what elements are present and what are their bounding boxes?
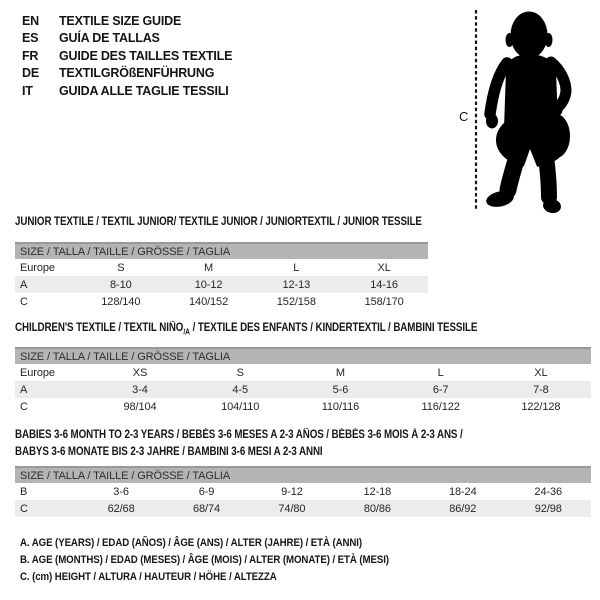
size-cell: 122/128: [521, 400, 561, 413]
table-row-height: [15, 500, 591, 517]
size-cell: 110/116: [321, 400, 360, 413]
table-row-europe: [15, 364, 591, 381]
babies-textile-section: [15, 427, 591, 517]
size-cell: 5-6: [290, 381, 390, 398]
title-subscript: /A: [183, 327, 190, 337]
lang-code: IT: [22, 83, 33, 98]
table-row-age: [15, 276, 428, 293]
childrens-textile-section: [15, 322, 591, 415]
size-cell: 80/86: [335, 500, 420, 517]
section-title: [15, 427, 505, 461]
lang-text: TEXTILGRÖßENFÜHRUNG: [59, 66, 215, 81]
size-header-row: [15, 243, 428, 259]
height-label: C: [459, 109, 469, 124]
size-cell: 74/80: [249, 500, 334, 517]
lang-row-en: [22, 13, 232, 30]
lang-row-de: [22, 65, 232, 82]
baby-silhouette-icon: [485, 12, 570, 215]
junior-size-table: [15, 242, 428, 310]
childrens-size-table: [15, 347, 591, 415]
size-cell: XS: [132, 366, 148, 379]
language-title-block: [22, 13, 232, 100]
size-cell: 3-6: [113, 485, 129, 498]
size-cell: XL: [377, 261, 391, 274]
size-cell: 6-7: [391, 381, 491, 398]
junior-textile-section: [15, 216, 428, 310]
table-row-height: [15, 398, 591, 415]
table-row-age-months: [15, 483, 591, 500]
size-cell: 158/170: [364, 295, 404, 308]
lang-code: ES: [22, 31, 39, 46]
size-cell: 4-5: [190, 381, 290, 398]
size-cell: 86/92: [420, 500, 505, 517]
legend-footnotes: [20, 535, 439, 586]
size-cell: 18-24: [448, 485, 477, 498]
size-cell: L: [293, 261, 300, 274]
size-cell: 68/74: [164, 500, 249, 517]
row-label: B: [20, 485, 28, 498]
row-label: A: [15, 276, 77, 293]
size-cell: 104/110: [221, 400, 260, 413]
babies-size-table: [15, 466, 591, 517]
lang-text: GUÍA DE TALLAS: [59, 31, 160, 46]
section-title: [15, 322, 505, 338]
table-row-europe: [15, 259, 428, 276]
lang-text: TEXTILE SIZE GUIDE: [59, 14, 182, 28]
size-header-bar: SIZE / TALLA / TAILLE / GRÖSSE / TAGLIA: [15, 243, 428, 259]
size-cell: 140/152: [189, 295, 229, 308]
row-label: C: [15, 500, 78, 517]
lang-row-fr: [22, 48, 232, 65]
size-cell: M: [335, 366, 345, 379]
title-line-1: BABIES 3-6 MONTH TO 2-3 YEARS / BEBÉS 3-6 MESES A 2-3 AÑOS / BÉBÉS 3-6 MOIS À 2-3 ANS /: [15, 429, 463, 441]
size-cell: 10-12: [165, 276, 253, 293]
row-label: A: [15, 381, 90, 398]
size-cell: XL: [534, 366, 548, 379]
size-header-bar: SIZE / TALLA / TAILLE / GRÖSSE / TAGLIA: [15, 348, 591, 364]
size-header-row: [15, 467, 591, 483]
lang-code: DE: [22, 66, 39, 81]
size-cell: S: [117, 261, 125, 274]
size-cell: 9-12: [281, 485, 303, 498]
section-title: JUNIOR TEXTILE / TEXTIL JUNIOR/ TEXTILE JUNIOR / JUNIORTEXTIL / JUNIOR TESSILE: [15, 216, 422, 228]
lang-text: GUIDA ALLE TAGLIE TESSILI: [59, 83, 229, 98]
size-cell: S: [236, 366, 244, 379]
title-rest: / TEXTILE DES ENFANTS / KINDERTEXTIL / BAMBINI TESSILE: [189, 322, 478, 334]
lang-row-it: [22, 83, 232, 100]
size-cell: 14-16: [340, 276, 428, 293]
title-main: CHILDREN'S TEXTILE / TEXTIL NIÑO: [15, 322, 184, 334]
table-row-height: [15, 293, 428, 310]
size-cell: 8-10: [77, 276, 165, 293]
row-label: C: [20, 295, 28, 308]
title-line-2: BABYS 3-6 MONATE BIS 2-3 JAHRE / BAMBINI 3-6 MESI A 2-3 ANNI: [15, 446, 323, 458]
footnote-a: A. AGE (YEARS) / EDAD (AÑOS) / ÂGE (ANS) / ALTER (JAHRE) / ETÀ (ANNI): [20, 537, 363, 549]
height-measure-figure: [440, 0, 600, 220]
size-cell: 62/68: [78, 500, 163, 517]
footnote-b: B. AGE (MONTHS) / EDAD (MESES) / ÂGE (MOIS) / ALTER (MONATE) / ETÀ (MESI): [20, 554, 389, 566]
lang-code: EN: [22, 14, 39, 28]
size-cell: M: [204, 261, 214, 274]
size-cell: 3-4: [90, 381, 190, 398]
footnote-c: C. (cm) HEIGHT / ALTURA / HAUTEUR / HÖHE / ALTEZZA: [20, 571, 277, 583]
size-cell: 92/98: [505, 500, 591, 517]
size-cell: 12-13: [252, 276, 340, 293]
size-header-bar: SIZE / TALLA / TAILLE / GRÖSSE / TAGLIA: [15, 467, 591, 483]
size-cell: 24-36: [534, 485, 563, 498]
size-cell: L: [437, 366, 444, 379]
table-row-age: [15, 381, 591, 398]
lang-code: FR: [22, 48, 39, 63]
size-cell: 12-18: [363, 485, 392, 498]
lang-text: GUIDE DES TAILLES TEXTILE: [59, 48, 233, 63]
size-cell: 152/158: [276, 295, 316, 308]
lang-row-es: [22, 30, 232, 47]
size-cell: 128/140: [101, 295, 141, 308]
row-label: Europe: [20, 261, 55, 274]
size-cell: 116/122: [421, 400, 460, 413]
row-label: C: [20, 400, 28, 413]
size-cell: 6-9: [198, 485, 215, 498]
size-cell: 7-8: [491, 381, 591, 398]
size-cell: 98/104: [123, 400, 157, 413]
row-label: Europe: [20, 366, 55, 379]
size-header-row: [15, 348, 591, 364]
